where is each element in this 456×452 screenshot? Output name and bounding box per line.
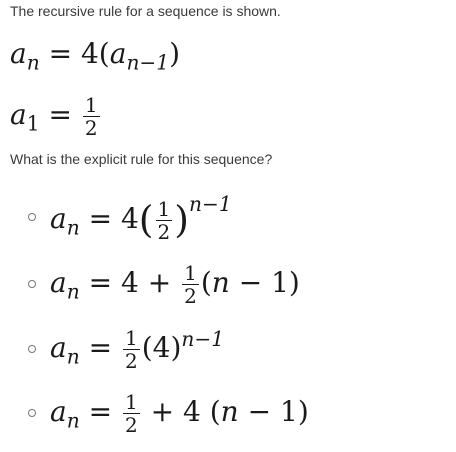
argument-subscript: n−1 <box>126 50 170 75</box>
equals-sign: = <box>48 98 72 131</box>
answer-choice-2[interactable] <box>28 259 300 309</box>
open-paren: ( <box>200 265 212 299</box>
exponent: n−1 <box>189 191 232 216</box>
lhs-variable: a <box>50 394 67 428</box>
coefficient: 4 <box>182 394 201 428</box>
equals-sign: = <box>88 265 113 299</box>
radio-button[interactable] <box>28 213 36 221</box>
fraction <box>123 389 140 437</box>
radio-button[interactable] <box>28 280 36 288</box>
lhs-subscript: n <box>66 215 80 240</box>
argument-variable: a <box>109 37 127 70</box>
first-term: 4 <box>120 265 139 299</box>
numerator: 1 <box>84 93 98 117</box>
minus-sign: − <box>238 265 263 299</box>
equals-sign: = <box>88 202 113 236</box>
denominator: 2 <box>184 283 197 308</box>
denominator: 2 <box>124 412 138 437</box>
lhs-subscript: n <box>26 50 40 75</box>
close-paren: ) <box>288 265 300 299</box>
n-variable: n <box>211 265 230 299</box>
lhs-subscript: 1 <box>26 111 40 136</box>
n-variable: n <box>220 394 239 428</box>
denominator: 2 <box>157 220 171 245</box>
numerator: 1 <box>184 260 197 285</box>
close-paren: ) <box>169 37 181 70</box>
lhs-subscript: n <box>66 278 80 303</box>
close-paren: ) <box>170 331 182 365</box>
numerator: 1 <box>124 326 138 351</box>
coefficient: 4 <box>120 202 139 236</box>
open-paren: ( <box>98 37 110 70</box>
denominator: 2 <box>84 116 98 140</box>
minus-sign: − <box>247 394 272 428</box>
lhs-variable: a <box>50 331 67 365</box>
numerator: 1 <box>124 389 138 414</box>
lhs-variable: a <box>10 98 27 131</box>
answer-choice-3[interactable] <box>28 324 224 374</box>
lhs-variable: a <box>50 202 67 236</box>
plus-sign: + <box>150 394 175 428</box>
answer-choice-1[interactable] <box>28 191 232 245</box>
fraction <box>156 197 173 245</box>
answer-choice-4[interactable] <box>28 388 309 438</box>
open-paren: ( <box>209 394 221 428</box>
lhs-variable: a <box>50 265 67 299</box>
fraction <box>182 260 199 308</box>
choice-expression <box>50 260 300 308</box>
exponent: n−1 <box>181 326 225 351</box>
fraction <box>83 95 100 138</box>
choice-expression <box>50 389 309 437</box>
recursive-rule <box>10 37 180 74</box>
coefficient: 4 <box>80 37 99 70</box>
plus-sign: + <box>147 265 172 299</box>
open-paren: ( <box>141 331 153 365</box>
question-intro: The recursive rule for a sequence is shown. <box>10 3 281 19</box>
radio-button[interactable] <box>28 409 36 417</box>
denominator: 2 <box>124 349 138 374</box>
constant-one: 1 <box>279 394 298 428</box>
constant-one: 1 <box>271 265 289 299</box>
equals-sign: = <box>88 394 113 428</box>
equals-sign: = <box>88 331 113 365</box>
lhs-variable: a <box>10 37 27 70</box>
close-paren: ) <box>297 394 309 428</box>
open-paren: ( <box>138 197 154 242</box>
choice-expression <box>50 326 225 374</box>
choice-expression <box>50 191 232 245</box>
equals-sign: = <box>48 37 73 70</box>
lhs-subscript: n <box>66 344 80 369</box>
radio-button[interactable] <box>28 345 36 353</box>
close-paren: ) <box>174 197 190 242</box>
lhs-subscript: n <box>66 407 80 432</box>
question-prompt: What is the explicit rule for this sequence? <box>10 151 273 167</box>
fraction <box>123 326 140 374</box>
initial-term <box>10 95 102 138</box>
base: 4 <box>152 331 171 365</box>
numerator: 1 <box>157 197 171 222</box>
